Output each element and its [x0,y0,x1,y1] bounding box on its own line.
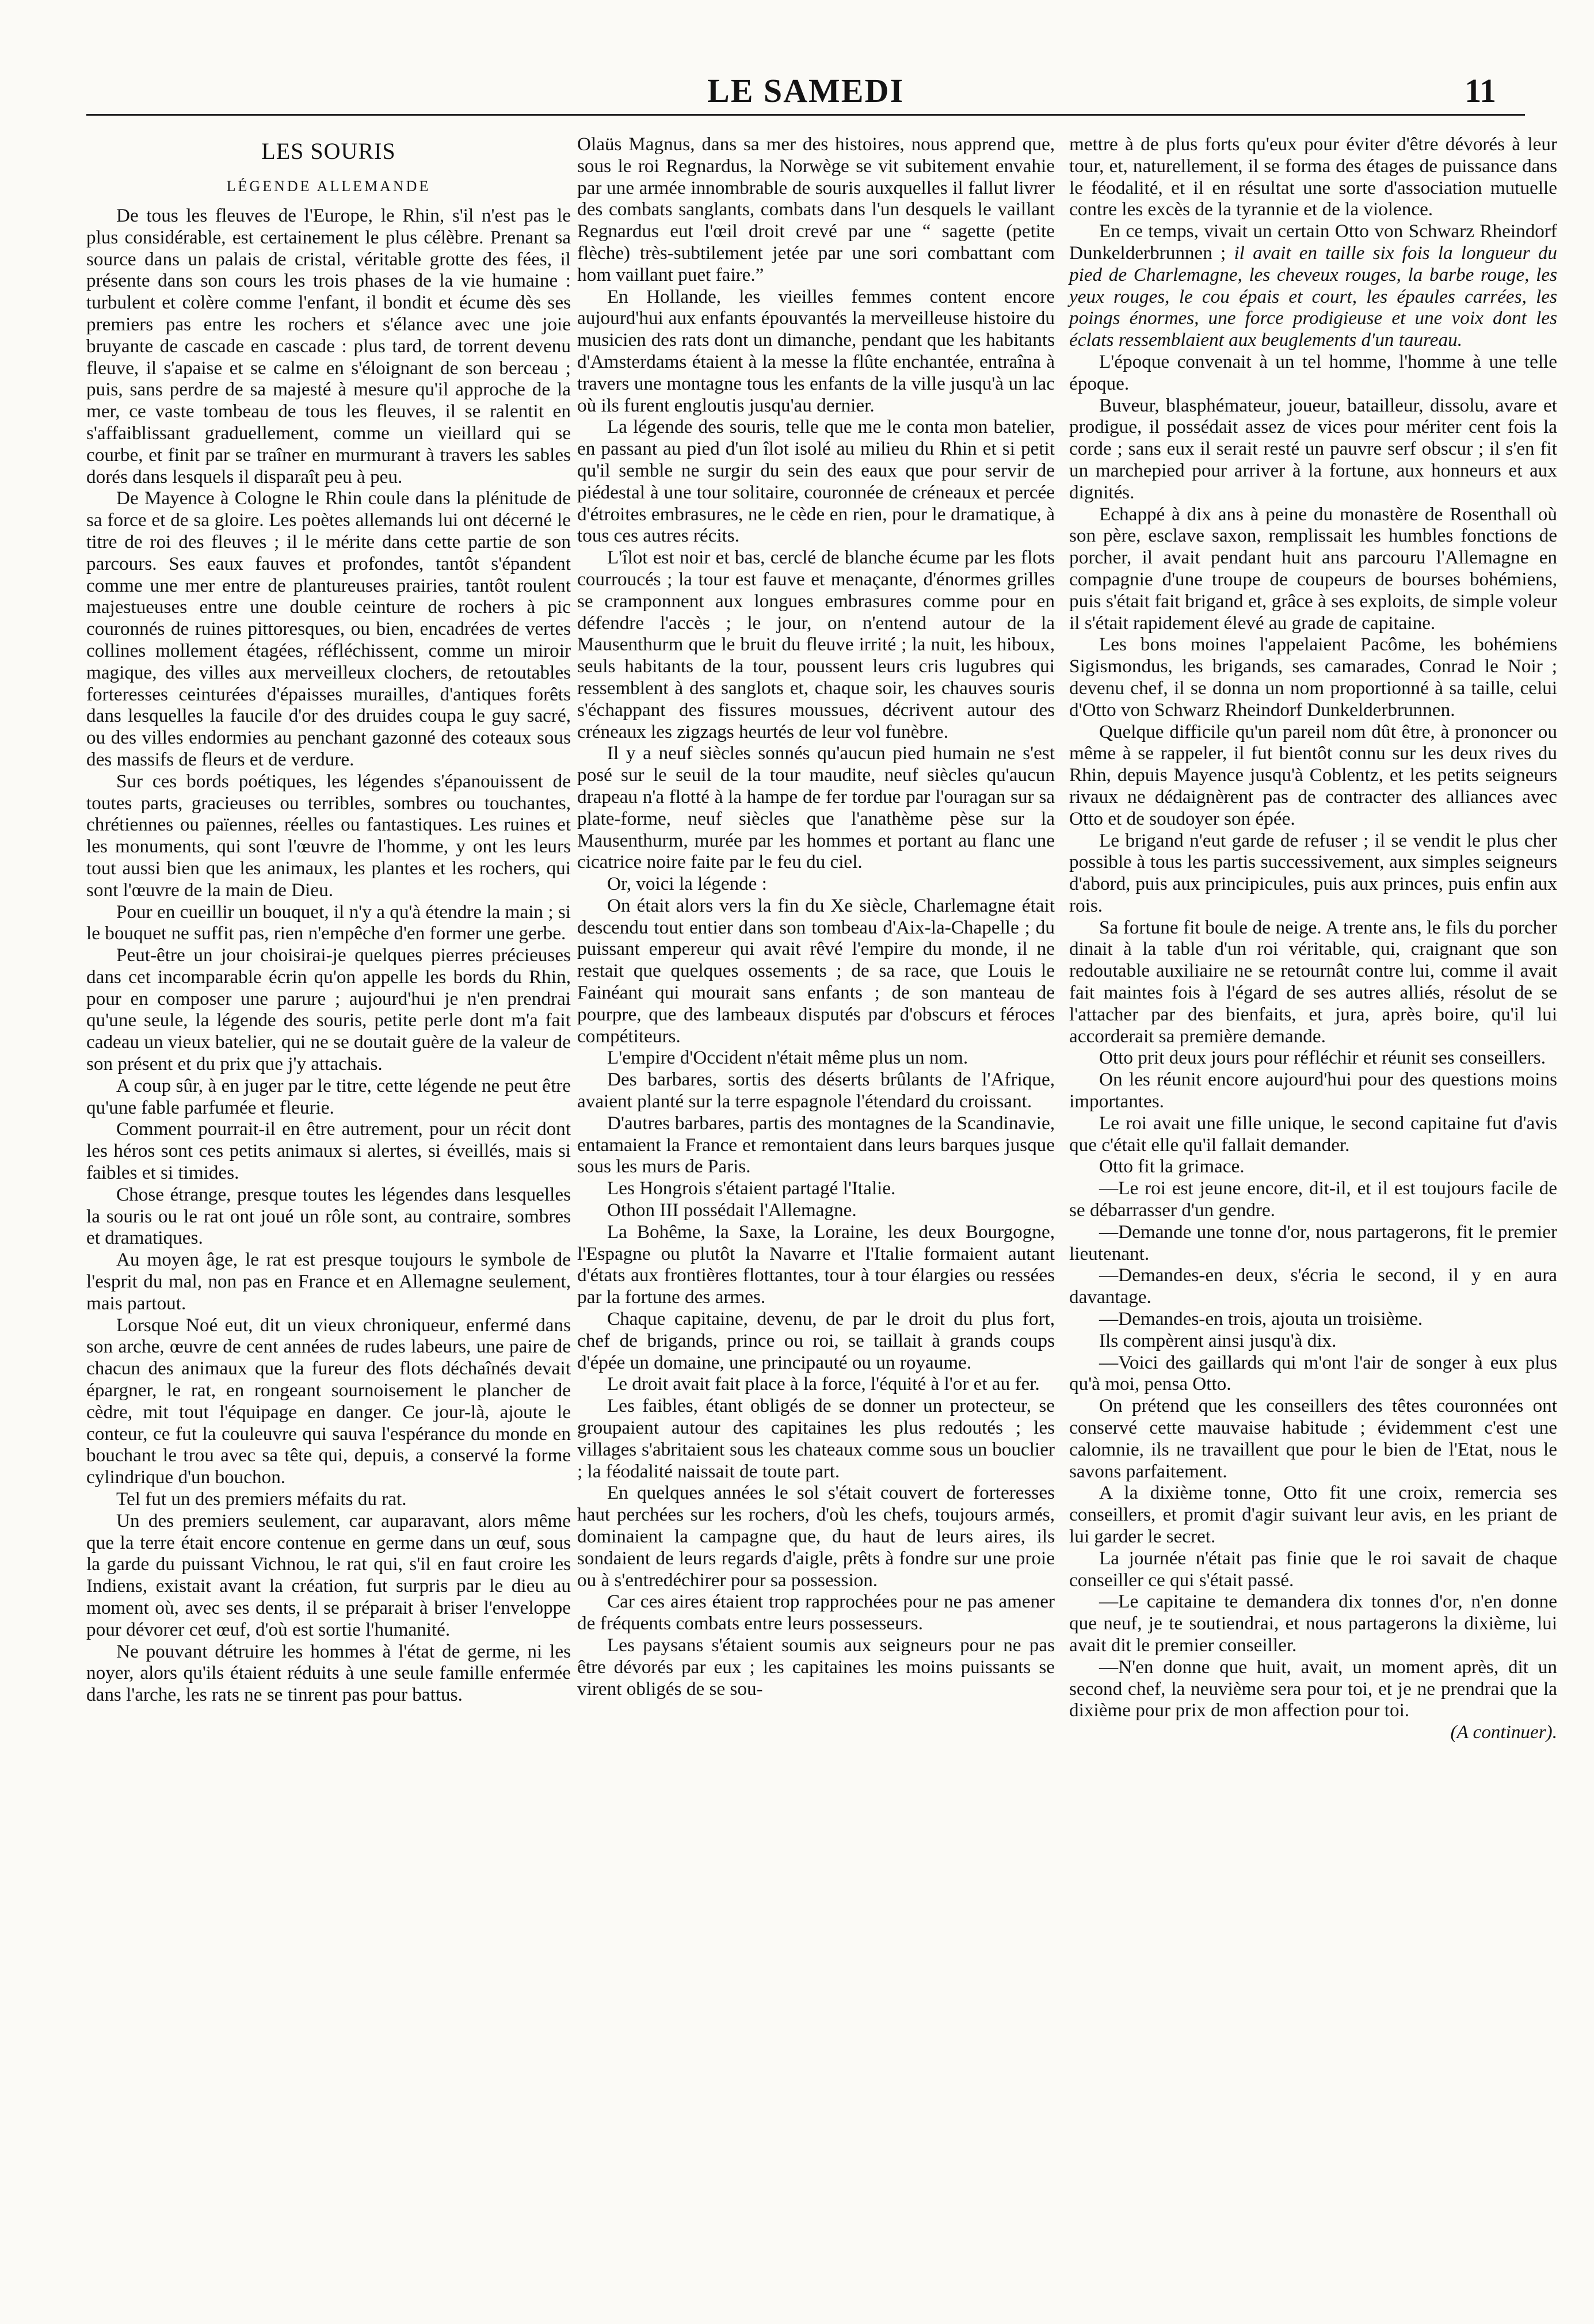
paragraph: De Mayence à Cologne le Rhin coule dans la plénitude de sa force et de sa gloire. Les poètes allemands lui ont décerné le titre de roi des fleuves ; il le mérite dans cette partie de son parcours. Ses eaux fauves et profondes, tantôt s'épandent comme une mer entre de plantureuses prairies, tantôt roulent majestueuses entre une double ceinture de rochers à pic couronnés de ruines pittoresques, ou bien, encadrées de vertes collines mollement étagées, réfléchissent, comme un miroir magique, des villes aux merveilleux clochers, de retoutables forteresses ceinturées d'épaisses murailles, d'antiques forêts dans lesquelles la faucile d'or des druides coupa le guy sacré, ou des villes endormies au penchant gazonné des coteaux sous des massifs de fleurs et de verdure. [86,487,571,770]
paragraph: La légende des souris, telle que me le conta mon batelier, en passant au pied d'un îlot isolé au milieu du Rhin et si petit qu'il semble ne surgir du sein des eaux que pour servir de piédestal à une tour solitaire, couronnée de créneaux et percée d'étroites embrasures, ne le cède en rien, pour le dramatique, à tous ces autres récits. [577,416,1055,547]
paragraph: Les bons moines l'appelaient Pacôme, les bohémiens Sigismondus, les brigands, ses camarades, Conrad le Noir ; devenu chef, il se donna un nom proportionné à sa taille, celui d'Otto von Schwarz Rheindorf Dunkelderbrunnen. [1069,634,1557,721]
paragraph: Le droit avait fait place à la force, l'équité à l'or et au fer. [607,1373,1040,1395]
paragraph: Comment pourrait-il en être autrement, pour un récit dont les héros sont ces petits animaux si alertes, si éveillés, mais si faibles et si timides. [86,1118,571,1184]
paragraph: De tous les fleuves de l'Europe, le Rhin, s'il n'est pas le plus considérable, est certainement le plus célèbre. Prenant sa source dans un palais de cristal, véritable grotte des fées, il présente dans son cours les trois phases de la vie humaine : turbulent et colère comme l'enfant, il bondit et écume dès ses premiers pas entre les rochers et s'élance avec une joie bruyante de cascade en cascade : plus tard, de torrent devenu fleuve, il s'apaise et se calme en s'éloignant de son berceau ; puis, sans perdre de sa majesté à mesure qu'il approche de la mer, ce vaste tombeau de tous les fleuves, il se ralentit en s'affaiblissant graduellement, comme un vieillard qui se courbe, et finit par se traîner en murmurant à travers les sables dorés dans lesquels il disparaît peu à peu. [86,205,571,487]
paragraph: Sur ces bords poétiques, les légendes s'épanouissent de toutes parts, gracieuses ou terribles, sombres ou touchantes, chrétiennes ou païennes, réelles ou fantastiques. Les ruines et les monuments, qui sont l'œuvre de l'homme, y ont les leurs tout aussi bien que les animaux, les plantes et les rochers, qui sont l'œuvre de la main de Dieu. [86,770,571,901]
article-column-1 [86,134,571,1706]
newspaper-title: LE SAMEDI [707,72,904,109]
paragraph: Echappé à dix ans à peine du monastère de Rosenthall où son père, esclave saxon, remplissait les humbles fonctions de porcher, il avait pendant huit ans parcouru l'Allemagne en compagnie d'une troupe de coupeurs de bourses bohémiens, puis s'était fait brigand et, grâce à ses exploits, de simple voleur il s'était rapidement élevé au grade de capitaine. [1069,503,1557,634]
paragraph: mettre à de plus forts qu'eux pour éviter d'être dévorés à leur tour, et, naturellement, il se forma des étages de puissance dans le féodalité, et il en résultat une sorte d'association mutuelle contre les excès de la tyrannie et de la violence. [1069,134,1557,220]
page-number: 11 [1465,72,1496,109]
paragraph: —Demande une tonne d'or, nous partagerons, fit le premier lieutenant. [1069,1221,1557,1264]
paragraph: Pour en cueillir un bouquet, il n'y a qu'à étendre la main ; si le bouquet ne suffit pas, rien n'empêche d'en former une gerbe. [86,901,571,944]
paragraph: Chaque capitaine, devenu, de par le droit du plus fort, chef de brigands, prince ou roi, se taillait à grands coups d'épée un domaine, une principauté ou un royaume. [577,1308,1055,1373]
article-column-2 [577,134,1055,1700]
paragraph: A coup sûr, à en juger par le titre, cette légende ne peut être qu'une fable parfumée et fleurie. [86,1075,571,1118]
paragraph: On prétend que les conseillers des têtes couronnées ont conservé cette mauvaise habitude ; évidemment c'est une calomnie, ils ne travaillent que pour le bien de l'Etat, nous le savons parfaitement. [1069,1395,1557,1482]
masthead [86,68,1525,116]
paragraph: —Demandes-en trois, ajouta un troisième. [1099,1308,1423,1330]
paragraph: L'époque convenait à un tel homme, l'homme à une telle époque. [1069,350,1557,394]
paragraph: Des barbares, sortis des déserts brûlants de l'Afrique, avaient planté sur la terre espagnole l'étendard du croissant. [577,1069,1055,1113]
paragraph: Les Hongrois s'étaient partagé l'Italie. [607,1178,896,1199]
paragraph: Ils compèrent ainsi jusqu'à dix. [1099,1329,1337,1351]
article-subtitle: LÉGENDE ALLEMANDE [226,178,431,195]
paragraph: Othon III possédait l'Allemagne. [607,1199,857,1221]
paragraph: On était alors vers la fin du Xe siècle, Charlemagne était descendu tout entier dans son tombeau d'Aix-la-Chapelle ; du puissant empereur qui avait rêvé l'empire du monde, il ne restait que quelques ossements ; de sa race, que Louis le Fainéant qui mourait sans enfants ; de son manteau de pourpre, que des lambeaux disputés par d'obscurs et féroces compétiteurs. [577,894,1055,1047]
paragraph: Les paysans s'étaient soumis aux seigneurs pour ne pas être dévorés par eux ; les capitaines les moins puissants se virent obligés de se sou- [577,1634,1055,1700]
paragraph: Otto fit la grimace. [1099,1156,1245,1178]
paragraph: Olaüs Magnus, dans sa mer des histoires, nous apprend que, sous le roi Regnardus, la Norwège se vit subitement envahie par une armée innombrable de souris auxquelles il fallut livrer des combats sanglants, combats dans l'un desquels le vaillant Regnardus eut l'œil droit crevé par une “ sagette (petite flèche) très-subtilement jetée par une sori combattant com hom vaillant puet faire.” [577,134,1055,285]
paragraph: Otto prit deux jours pour réfléchir et réunit ses conseillers. [1099,1047,1546,1069]
paragraph: La journée n'était pas finie que le roi savait de chaque conseiller ce qui s'était passé. [1069,1547,1557,1591]
paragraph: Tel fut un des premiers méfaits du rat. [116,1488,407,1510]
paragraph-italic: il avait en taille six fois la longueur du pied de Charlemagne, les cheveux rouges, la barbe rouge, les yeux rouges, le cou épais et court, les épaules carrées, les poings énormes, une force prodigieuse et une voix dont les éclats ressemblaient aux beuglements d'un taureau. [1069,242,1558,351]
paragraph: L'îlot est noir et bas, cerclé de blanche écume par les flots courroucés ; la tour est fauve et menaçante, d'énormes grilles se cramponnent aux longues embrasures comme pour en défendre l'accès ; le jour, on n'entend autour de la Mausenthurm que le bruit du fleuve irrité ; la nuit, les hiboux, seuls habitants de la tour, poussent leurs cris lugubres qui ressemblent à des sanglots et, chaque soir, les chauves souris s'échappant des fissures moussues, décrivent autour des créneaux les zigzags heurtés de leur vol funèbre. [577,547,1055,742]
paragraph: Le brigand n'eut garde de refuser ; il se vendit le plus cher possible à tous les partis successivement, aux simples seigneurs d'abord, puis aux principicules, puis aux princes, puis enfin aux rois. [1069,829,1557,916]
paragraph: —Le capitaine te demandera dix tonnes d'or, n'en donne que neuf, je te soutiendrai, et nous partagerons la dixième, lui avait dit le premier conseiller. [1069,1591,1557,1656]
paragraph: Or, voici la légende : [607,873,767,895]
paragraph: Peut-être un jour choisirai-je quelques pierres précieuses dans cet incomparable écrin qu'on appelle les bords du Rhin, pour en composer une parure ; aujourd'hui je n'en prendrai qu'une seule, la légende des souris, petite perle dont m'a fait cadeau un vieux batelier, qui ne se doutait guère de la valeur de son présent et du prix que j'y attachais. [86,944,571,1075]
paragraph: Sa fortune fit boule de neige. A trente ans, le fils du porcher dinait à la table d'un roi véritable, qui, craignant que son redoutable auxiliaire ne se retournât contre lui, comme il avait fait maintes fois à l'égard de ses autres alliés, résolut de se l'attacher par des bienfaits, et jura, après boire, qu'il lui accorderait sa première demande. [1069,916,1557,1047]
paragraph: En Hollande, les vieilles femmes content encore aujourd'hui aux enfants épouvantés la merveilleuse histoire du musicien des rats dont un dimanche, pendant que les habitants d'Amsterdams étaient à la messe la flûte enchantée, entraîna à travers une montagne tous les enfants de la ville jusqu'à un lac où ils furent engloutis jusqu'au dernier. [577,285,1055,416]
paragraph: Un des premiers seulement, car auparavant, alors même que la terre était encore contenue en germe dans un œuf, sous la garde du puissant Vichnou, le rat qui, s'il en faut croire les Indiens, existait avant la création, fut surpris par le dieu au moment où, avec ses dents, il se préparait à briser l'enveloppe pour dévorer cet œuf, d'où est sortie l'humanité. [86,1510,571,1640]
paragraph: Car ces aires étaient trop rapprochées pour ne pas amener de fréquents combats entre leurs possesseurs. [577,1591,1055,1635]
paragraph: Il y a neuf siècles sonnés qu'aucun pied humain ne s'est posé sur le seuil de la tour maudite, neuf siècles qu'aucun drapeau n'a flotté à la hampe de fer tordue par l'ouragan sur sa plate-forme, neuf siècles que l'anathème pèse sur la Mausenthurm, murée par les hommes et portant au flanc une cicatrice noire faite par le feu du ciel. [577,742,1055,873]
paragraph: Buveur, blasphémateur, joueur, batailleur, dissolu, avare et prodigue, il possédait assez de vices pour mériter cent fois la corde ; sans eux il serait resté un pauvre serf obscur ; il s'en fit un marchepied pour arriver à la fortune, aux honneurs et aux dignités. [1069,394,1557,503]
paragraph [1069,220,1557,351]
paragraph: On les réunit encore aujourd'hui pour des questions moins importantes. [1069,1069,1557,1113]
paragraph: D'autres barbares, partis des montagnes de la Scandinavie, entamaient la France et remontaient dans leurs barques jusque sous les murs de Paris. [577,1112,1055,1178]
paragraph: Chose étrange, presque toutes les légendes dans lesquelles la souris ou le rat ont joué un rôle sont, au contraire, sombres et dramatiques. [86,1183,571,1249]
to-be-continued: (A continuer). [1450,1721,1557,1743]
paragraph: Les faibles, étant obligés de se donner un protecteur, se groupaient autour des capitaines les plus redoutés ; les villages s'abritaient sous les chateaux comme sous un bouclier ; la féodalité naissait de toute part. [577,1395,1055,1482]
paragraph: —Le roi est jeune encore, dit-il, et il est toujours facile de se débarrasser d'un gendre. [1069,1178,1557,1221]
paragraph: —Voici des gaillards qui m'ont l'air de songer à eux plus qu'à moi, pensa Otto. [1069,1351,1557,1395]
article-title: LES SOURIS [261,138,396,164]
paragraph: —Demandes-en deux, s'écria le second, il y en aura davantage. [1069,1264,1557,1308]
paragraph: Au moyen âge, le rat est presque toujours le symbole de l'esprit du mal, non pas en France et en Allemagne seulement, mais partout. [86,1249,571,1314]
paragraph: La Bohême, la Saxe, la Loraine, les deux Bourgogne, l'Espagne ou plutôt la Navarre et l'Italie formaient autant d'états aux frontières flottantes, tour à tour élargies ou ressées par la fortune des armes. [577,1221,1055,1308]
paragraph: En quelques années le sol s'était couvert de forteresses haut perchées sur les rochers, d'où les chefs, toujours armés, dominaient la campagne que, du haut de leurs aires, ils sondaient de leurs regards d'aigle, prêts à fondre sur une proie ou à s'entredéchirer pour sa possession. [577,1482,1055,1591]
paragraph: —N'en donne que huit, avait, un moment après, dit un second chef, la neuvième sera pour toi, et je ne prendrai que la dixième pour prix de mon affection pour toi. [1069,1656,1557,1721]
paragraph: L'empire d'Occident n'était même plus un nom. [607,1047,968,1069]
paragraph: Quelque difficile qu'un pareil nom dût être, à prononcer ou même à se rappeler, il fut bientôt connu sur les deux rives du Rhin, depuis Mayence jusqu'à Coblentz, et les petits seigneurs rivaux ne dédaignèrent pas de contracter des alliances avec Otto et de soudoyer son épée. [1069,721,1557,829]
paragraph: Le roi avait une fille unique, le second capitaine fut d'avis que c'était elle qu'il fallait demander. [1069,1112,1557,1156]
paragraph: A la dixième tonne, Otto fit une croix, remercia ses conseillers, et promit d'agir suivant leur avis, en les priant de lui garder le secret. [1069,1482,1557,1547]
paragraph-lead: En ce temps, vivait un certain Otto von Schwarz Rheindorf Dunkelderbrunnen ; [1069,220,1557,264]
paragraph: Ne pouvant détruire les hommes à l'état de germe, ni les noyer, alors qu'ils étaient réduits à une seule famille enfermée dans l'arche, les rats ne se tinrent pas pour battus. [86,1640,571,1706]
article-column-3 [1069,134,1557,1743]
paragraph: Lorsque Noé eut, dit un vieux chroniqueur, enfermé dans son arche, œuvre de cent années de rudes labeurs, une paire de chacun des animaux que la fureur des flots déchaînés devait épargner, le rat, en rongeant sournoisement le plancher de cèdre, mit tout l'équipage en danger. Ce jour-là, ajoute le conteur, ce fut la couleuvre qui sauva l'espérance du monde en bouchant le trou avec sa tête qui, depuis, a conservé la forme cylindrique d'un bouchon. [86,1314,571,1488]
